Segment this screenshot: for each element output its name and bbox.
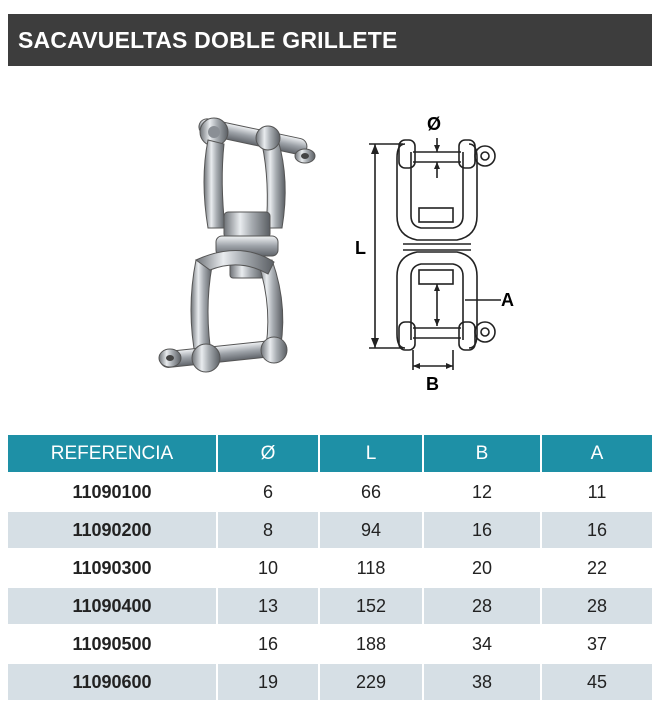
cell-diameter: 8 xyxy=(218,512,318,550)
cell-a: 45 xyxy=(542,664,652,702)
cell-l: 229 xyxy=(320,664,422,702)
table-row xyxy=(8,512,652,550)
table-header-row xyxy=(8,435,652,474)
technical-diagram xyxy=(355,108,530,398)
table-row xyxy=(8,474,652,512)
col-header-l: L xyxy=(320,435,422,474)
cell-b: 12 xyxy=(424,474,540,512)
cell-referencia: 11090200 xyxy=(8,512,216,550)
table-row xyxy=(8,550,652,588)
cell-a: 37 xyxy=(542,626,652,664)
col-header-a: A xyxy=(542,435,652,474)
cell-l: 188 xyxy=(320,626,422,664)
cell-a: 28 xyxy=(542,588,652,626)
page-title-text: SACAVUELTAS DOBLE GRILLETE xyxy=(18,26,398,53)
cell-diameter: 19 xyxy=(218,664,318,702)
cell-a: 22 xyxy=(542,550,652,588)
cell-diameter: 13 xyxy=(218,588,318,626)
cell-a: 11 xyxy=(542,474,652,512)
cell-l: 118 xyxy=(320,550,422,588)
table-row xyxy=(8,664,652,702)
cell-referencia: 11090100 xyxy=(8,474,216,512)
cell-a: 16 xyxy=(542,512,652,550)
cell-b: 38 xyxy=(424,664,540,702)
cell-b: 28 xyxy=(424,588,540,626)
cell-referencia: 11090600 xyxy=(8,664,216,702)
diameter-label: Ø xyxy=(427,114,442,134)
cell-b: 16 xyxy=(424,512,540,550)
cell-l: 66 xyxy=(320,474,422,512)
cell-l: 152 xyxy=(320,588,422,626)
col-header-diameter: Ø xyxy=(218,435,318,474)
a-label: A xyxy=(501,290,514,310)
length-label: L xyxy=(355,238,366,258)
cell-diameter: 6 xyxy=(218,474,318,512)
cell-diameter: 10 xyxy=(218,550,318,588)
cell-referencia: 11090500 xyxy=(8,626,216,664)
cell-referencia: 11090400 xyxy=(8,588,216,626)
page-title xyxy=(8,14,652,66)
table-row xyxy=(8,626,652,664)
col-header-b: B xyxy=(424,435,540,474)
b-label: B xyxy=(426,374,439,394)
spec-table xyxy=(6,435,654,702)
table-row xyxy=(8,588,652,626)
cell-b: 34 xyxy=(424,626,540,664)
cell-b: 20 xyxy=(424,550,540,588)
cell-diameter: 16 xyxy=(218,626,318,664)
cell-l: 94 xyxy=(320,512,422,550)
cell-referencia: 11090300 xyxy=(8,550,216,588)
col-header-referencia: REFERENCIA xyxy=(8,435,216,474)
product-photo xyxy=(150,110,330,385)
